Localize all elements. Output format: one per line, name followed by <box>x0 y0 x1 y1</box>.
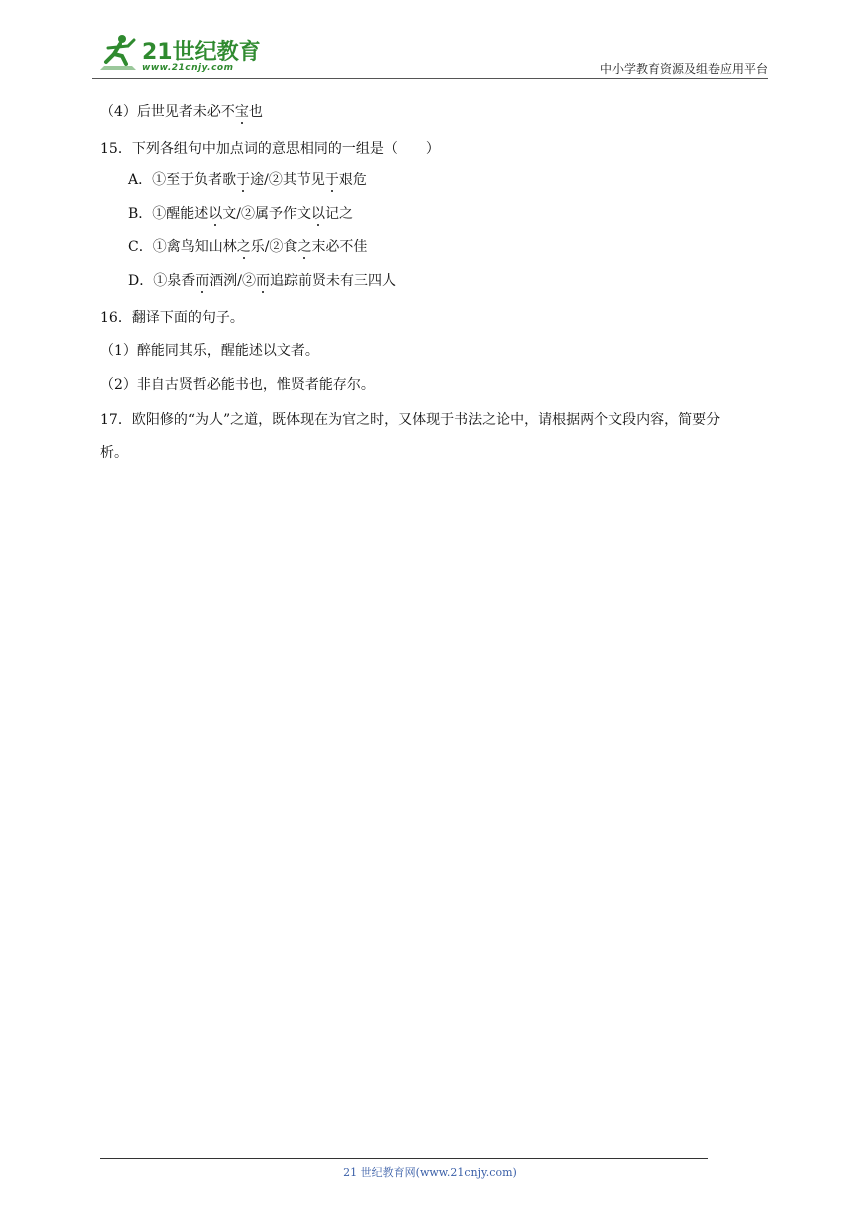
q16-sentence-1: （1）醉能同其乐，醒能述以文者。 <box>100 343 319 359</box>
dotted-char: 宝 <box>234 104 249 120</box>
page-header <box>92 30 768 80</box>
q15-option-a[interactable]: A．①至于负者歌于途/②其节见于艰危 <box>128 172 367 188</box>
q16-sentence-2: （2）非自古贤哲必能书也，惟贤者能存尔。 <box>100 377 375 393</box>
q15-stem: 15．下列各组句中加点词的意思相同的一组是（ ） <box>100 141 440 157</box>
dotted-char: 而 <box>255 273 270 289</box>
runner-logo-icon <box>96 32 140 76</box>
q15-option-d[interactable]: D．①泉香而酒洌/②而追踪前贤未有三四人 <box>128 273 396 289</box>
q17-stem: 17．欧阳修的“为人”之道，既体现在为官之时，又体现于书法之论中，请根据两个文段内容，简要分 <box>100 412 721 428</box>
q16-stem: 16．翻译下面的句子。 <box>100 310 244 326</box>
footer-text: 21 世纪教育网(www.21cnjy.com) <box>343 1166 517 1179</box>
dotted-char: 以 <box>311 206 326 222</box>
dotted-char: 之 <box>297 239 312 255</box>
dotted-char: 以 <box>208 206 223 222</box>
platform-name: 中小学教育资源及组卷应用平台 <box>599 62 768 76</box>
site-logo <box>92 30 262 80</box>
dotted-char: 而 <box>195 273 210 289</box>
q17-stem-cont: 析。 <box>100 445 128 461</box>
logo-url: www.21cnjy.com <box>142 63 234 73</box>
dotted-char: 之 <box>236 239 251 255</box>
q14-part4: （4）后世见者未必不宝也 <box>100 104 263 120</box>
q15-option-b[interactable]: B．①醒能述以文/②属予作文以记之 <box>128 206 354 222</box>
dotted-char: 于 <box>236 172 251 188</box>
logo-title: 21世纪教育 <box>142 40 261 65</box>
dotted-char: 于 <box>324 172 339 188</box>
q15-option-c[interactable]: C．①禽鸟知山林之乐/②食之末必不佳 <box>128 239 368 255</box>
header-divider <box>92 78 768 79</box>
footer-divider <box>100 1158 708 1159</box>
